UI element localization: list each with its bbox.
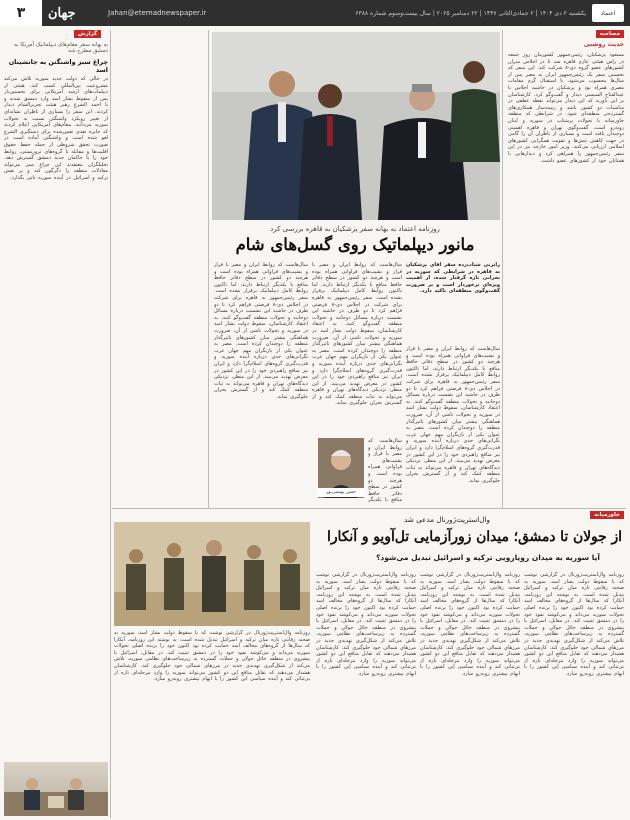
story-kicker: به بهانه سفر مقام‌های دیپلماتیک آمریکا به دمشق مطرح شد xyxy=(14,42,108,54)
section-tag: مصاحبه xyxy=(596,30,624,38)
section-email[interactable]: Jahan@etemadnewspaper.ir xyxy=(108,9,207,17)
story-body: روزنامه وال‌استریت‌ژورنال در گزارشی نوشت که با سقوط دولت بشار اسد، سوریه به صحنه رقابتی تازه میان ترکیه و اسرائیل تبدیل شده است. به نوشته این روزنامه، آنکارا که سال‌ها از گروه‌های مخالف اسد حمایت کرده بود اکنون خود را برنده اصلی تحولات سوریه می‌داند و می‌کوشد نفوذ خود را در دمشق تثبیت کند. در مقابل، اسرائیل با پیشروی در منطقه حائل جولان و حملات گسترده به زیرساخت‌های نظامی سوریه، تلاش می‌کند از شکل‌گیری تهدیدی جدید در مرزهای شمالی خود جلوگیری کند. کارشناسان هشدار می‌دهند که تقابل منافع این دو کشور می‌تواند سوریه را وارد مرحله‌ای تازه از بی‌ثباتی کند و آینده سیاسی این کشور را با ابهام بیشتری روبه‌رو سازد. xyxy=(114,630,310,683)
story-kicker: وال‌استریت‌ژورنال مدعی شد xyxy=(404,515,490,524)
story-body: روزنامه وال‌استریت‌ژورنال در گزارشی نوشت که با سقوط دولت بشار اسد، سوریه به صحنه رقابتی تازه میان ترکیه و اسرائیل تبدیل شده است. به نوشته این روزنامه، آنکارا که سال‌ها از گروه‌های مخالف اسد حمایت کرده بود اکنون خود را برنده اصلی تحولات سوریه می‌داند و می‌کوشد نفوذ خود را در دمشق تثبیت کند. در مقابل، اسرائیل با پیشروی در منطقه حائل جولان و حملات گسترده به زیرساخت‌های نظامی سوریه، تلاش می‌کند از شکل‌گیری تهدیدی جدید در مرزهای شمالی خود جلوگیری کند. کارشناسان هشدار می‌دهند که تقابل منافع این دو کشور می‌تواند سوریه را وارد مرحله‌ای تازه از بی‌ثباتی کند و آینده سیاسی این کشور را با ابهام بیشتری روبه‌رو سازد. xyxy=(524,572,624,677)
header-bar xyxy=(42,0,630,26)
column-rule xyxy=(110,30,111,818)
column-body: مسعود پزشکیان، رئیس‌جمهور کشورمان روز جمعه در راس هیئتی عازم قاهره شد تا در اجلاس سران کشورهای عضو گروه دی-۸ شرکت کند. این سفر که نخستین سفر یک رئیس‌جمهور ایران به مصر پس از سال‌ها محسوب می‌شود، با استقبال گرم مقامات مصری همراه بود و پزشکیان در حاشیه اجلاس با عبدالفتاح السیسی دیدار و گفت‌وگو کرد. کارشناسان بر این باورند که این دیدار می‌تواند نقطه عطفی در مناسبات دو کشور باشد و زمینه‌ساز همکاری‌های گسترده‌تر منطقه‌ای شود. در شرایطی که منطقه خاورمیانه با تحولات پرشتاب در سوریه و لبنان روبه‌رو است، گفت‌وگوی تهران و قاهره اهمیتی دوچندان یافته است و بسیاری از ناظران آن را گامی در جهت کاهش تنش‌ها و تقویت همگرایی کشورهای اسلامی ارزیابی می‌کنند. وزیر امور خارجه نیز در این سفر رئیس‌جمهور را همراهی کرد و دیدارهایی با همتایان خود از کشورهای عضو داشت. xyxy=(508,52,624,164)
lead-body: سال‌هاست که روابط ایران و مصر با فراز و نشیب‌های فراوانی همراه بوده است و هرچند دو کشور در سطح دفاتر حافظ منافع با یکدیگر xyxy=(368,438,402,504)
page-header xyxy=(0,0,630,26)
lead-headline: مانور دیپلماتیک روی گسل‌های شام xyxy=(235,235,475,254)
lead-photo xyxy=(212,32,500,220)
column-rule xyxy=(208,30,209,508)
lead-intro: رایزنی شتاب‌زده سفر آقای پزشکیان به قاهره در شرایطی که سوریه در بحرانی تازه گرفتار شده، از اهمیت ویژه‌ای برخوردار است و بر ضرورت گفت‌وگوی منطقه‌ای تاکید دارد. xyxy=(406,262,500,295)
page-number: ۳ xyxy=(0,0,42,26)
column-kicker: حدیث روشنی xyxy=(583,41,624,48)
story-body: روزنامه وال‌استریت‌ژورنال در گزارشی نوشت که با سقوط دولت بشار اسد، سوریه به صحنه رقابتی تازه میان ترکیه و اسرائیل تبدیل شده است. به نوشته این روزنامه، آنکارا که سال‌ها از گروه‌های مخالف اسد حمایت کرده بود اکنون خود را برنده اصلی تحولات سوریه می‌داند و می‌کوشد نفوذ خود را در دمشق تثبیت کند. در مقابل، اسرائیل با پیشروی در منطقه حائل جولان و حملات گسترده به زیرساخت‌های نظامی سوریه، تلاش می‌کند از شکل‌گیری تهدیدی جدید در مرزهای شمالی خود جلوگیری کند. کارشناسان هشدار می‌دهند که تقابل منافع این دو کشور می‌تواند سوریه را وارد مرحله‌ای تازه از بی‌ثباتی کند و آینده سیاسی این کشور را با ابهام بیشتری روبه‌رو سازد. xyxy=(316,572,416,677)
lead-kicker: روزنامه اعتماد به بهانه سفر پزشکیان به قاهره بررسی کرد xyxy=(270,225,440,233)
column-rule xyxy=(502,30,503,508)
section-tag: گزارش xyxy=(74,30,101,38)
meeting-photo xyxy=(4,762,108,816)
story-body: روزنامه وال‌استریت‌ژورنال در گزارشی نوشت که با سقوط دولت بشار اسد، سوریه به صحنه رقابتی تازه میان ترکیه و اسرائیل تبدیل شده است. به نوشته این روزنامه، آنکارا که سال‌ها از گروه‌های مخالف اسد حمایت کرده بود اکنون خود را برنده اصلی تحولات سوریه می‌داند و می‌کوشد نفوذ خود را در دمشق تثبیت کند. در مقابل، اسرائیل با پیشروی در منطقه حائل جولان و حملات گسترده به زیرساخت‌های نظامی سوریه، تلاش می‌کند از شکل‌گیری تهدیدی جدید در مرزهای شمالی خود جلوگیری کند. کارشناسان هشدار می‌دهند که تقابل منافع این دو کشور می‌تواند سوریه را وارد مرحله‌ای تازه از بی‌ثباتی کند و آینده سیاسی این کشور را با ابهام بیشتری روبه‌رو سازد. xyxy=(420,572,520,677)
story-headline: از جولان تا دمشق؛ میدان زورآزمایی تل‌آویو و آنکارا xyxy=(327,529,622,545)
story-body: در حالی که دولت جدید سوریه تلاش می‌کند مشروعیت بین‌المللی کسب کند، هیئتی از دیپلمات‌های ارشد آمریکایی برای نخستین‌بار پس از سقوط بشار اسد وارد دمشق شدند و با احمد الشرع رهبر هیئت تحریرالشام دیدار کردند. این سفر را بسیاری از ناظران نشانه‌ای از تغییر رویکرد واشنگتن نسبت به تحولات سوریه می‌دانند. مقام‌های آمریکایی اعلام کردند که جایزه نقدی تعیین‌شده برای دستگیری الشرع لغو شده است و واشنگتن آماده است در صورت تحقق شروطی از جمله حفظ حقوق اقلیت‌ها و مقابله با گروه‌های تروریستی، روابط خود را با حاکمان جدید دمشق گسترش دهد. تحلیلگران معتقدند این چراغ سبز می‌تواند معادلات منطقه را دگرگون کند و بر نقش ترکیه و اسرائیل در آینده سوریه تاثیر بگذارد. xyxy=(4,76,108,181)
newspaper-logo: اعتماد xyxy=(592,4,624,22)
section-title: جهان xyxy=(48,5,76,21)
lead-body: سال‌هاست که روابط ایران و مصر با فراز و نشیب‌های فراوانی همراه بوده است و هرچند دو کشور در سطح دفاتر حافظ منافع با یکدیگر ارتباط دارند، اما تاکنون روابط کامل دیپلماتیک برقرار نشده است. سفر رئیس‌جمهور به قاهره برای شرکت در اجلاس دی-۸ فرصتی فراهم کرد تا دو طرف در حاشیه این نشست درباره مسائل دوجانبه و تحولات منطقه گفت‌وگو کنند. به اعتقاد کارشناسان، سقوط دولت بشار اسد در سوریه و تحولات ناشی از آن، ضرورت هماهنگی بیشتر میان کشورهای تاثیرگذار منطقه را دوچندان کرده است. مصر به عنوان یکی از بازیگران مهم جهان عرب نگرانی‌های جدی درباره آینده سوریه و قدرت‌گیری گروه‌های اسلام‌گرا دارد و ایران نیز منافع راهبردی خود را در این کشور در معرض تهدید می‌بیند. از این منظر، نزدیکی دیدگاه‌های تهران و قاهره می‌تواند به ثبات منطقه کمک کند و از گسترش بحران جلوگیری نماید. xyxy=(312,262,402,407)
date-line: یکشنبه ۲ دی ۱۴۰۴ | ۲ جمادی‌الثانی ۱۴۴۷ | ۲۲ دسامبر ۲۰۲۵ | سال بیست‌وسوم شماره ۶۳۸۸ xyxy=(355,9,586,17)
section-rule xyxy=(112,508,626,509)
story-subheadline: آیا سوریه به میدان رویارویی ترکیه و اسرائیل تبدیل می‌شود؟ xyxy=(376,553,600,562)
section-tag: خاورمیانه xyxy=(590,511,624,519)
photo-caption: حسن بهشتی‌پور xyxy=(318,488,364,497)
soldiers-photo xyxy=(114,522,310,626)
lead-body: سال‌هاست که روابط ایران و مصر با فراز و نشیب‌های فراوانی همراه بوده است و هرچند دو کشور در سطح دفاتر حافظ منافع با یکدیگر ارتباط دارند، اما تاکنون روابط کامل دیپلماتیک برقرار نشده است. سفر رئیس‌جمهور به قاهره برای شرکت در اجلاس دی-۸ فرصتی فراهم کرد تا دو طرف در حاشیه این نشست درباره مسائل دوجانبه و تحولات منطقه گفت‌وگو کنند. به اعتقاد کارشناسان، سقوط دولت بشار اسد در سوریه و تحولات ناشی از آن، ضرورت هماهنگی بیشتر میان کشورهای تاثیرگذار منطقه را دوچندان کرده است. مصر به عنوان یکی از بازیگران مهم جهان عرب نگرانی‌های جدی درباره آینده سوریه و قدرت‌گیری گروه‌های اسلام‌گرا دارد و ایران نیز منافع راهبردی خود را در این کشور در معرض تهدید می‌بیند. از این منظر، نزدیکی دیدگاه‌های تهران و قاهره می‌تواند به ثبات منطقه کمک کند و از گسترش بحران جلوگیری نماید. xyxy=(214,262,308,400)
story-headline: چراغ سبز واشنگتن به جانشینان اسد xyxy=(8,58,108,74)
lead-body: سال‌هاست که روابط ایران و مصر با فراز و نشیب‌های فراوانی همراه بوده است و هرچند دو کشور در سطح دفاتر حافظ منافع با یکدیگر ارتباط دارند، اما تاکنون روابط کامل دیپلماتیک برقرار نشده است. سفر رئیس‌جمهور به قاهره برای شرکت در اجلاس دی-۸ فرصتی فراهم کرد تا دو طرف در حاشیه این نشست درباره مسائل دوجانبه و تحولات منطقه گفت‌وگو کنند. به اعتقاد کارشناسان، سقوط دولت بشار اسد در سوریه و تحولات ناشی از آن، ضرورت هماهنگی بیشتر میان کشورهای تاثیرگذار منطقه را دوچندان کرده است. مصر به عنوان یکی از بازیگران مهم جهان عرب نگرانی‌های جدی درباره آینده سوریه و قدرت‌گیری گروه‌های اسلام‌گرا دارد و ایران نیز منافع راهبردی خود را در این کشور در معرض تهدید می‌بیند. از این منظر، نزدیکی دیدگاه‌های تهران و قاهره می‌تواند به ثبات منطقه کمک کند و از گسترش بحران جلوگیری نماید. xyxy=(406,346,500,484)
